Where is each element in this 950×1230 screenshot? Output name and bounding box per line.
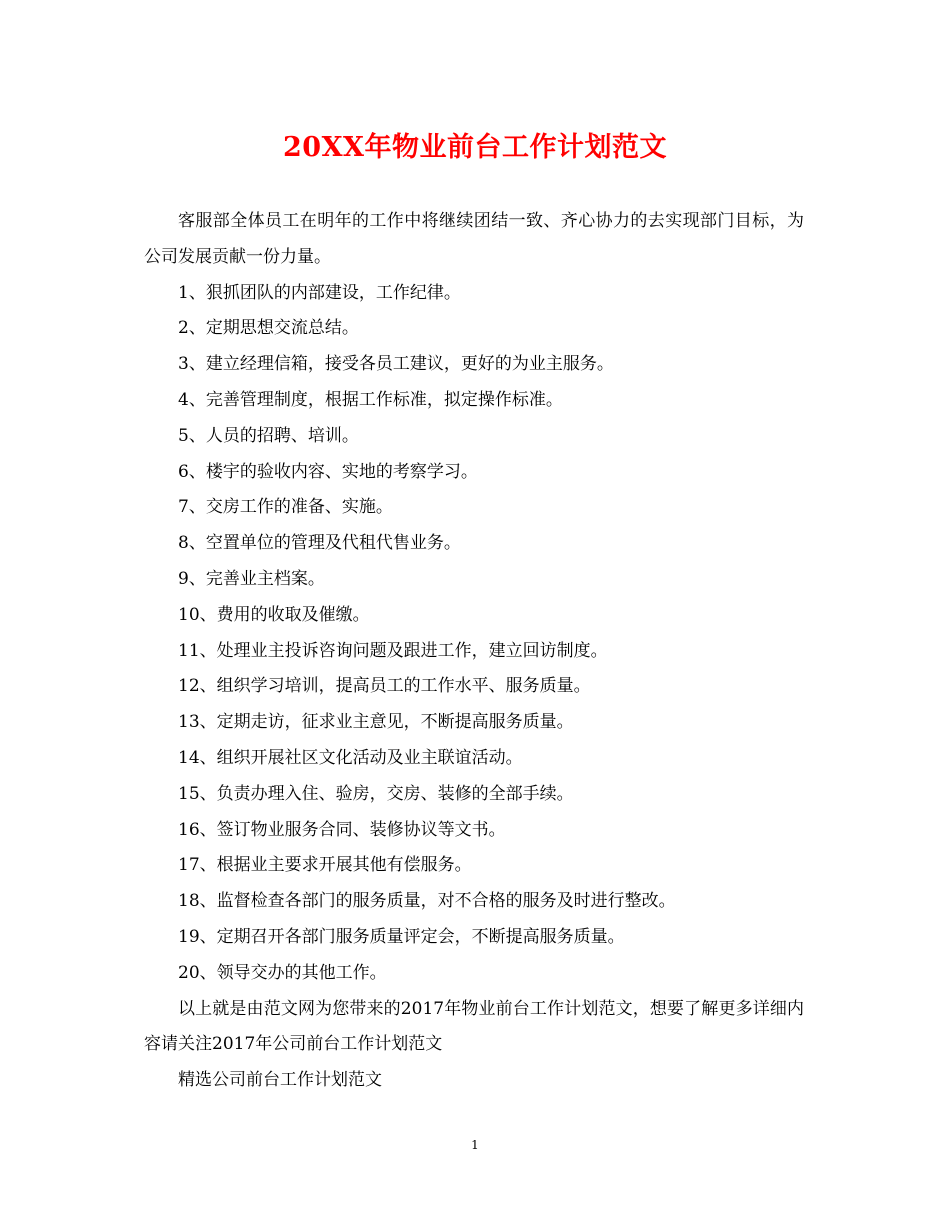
list-item: 18、监督检查各部门的服务质量，对不合格的服务及时进行整改。 [178, 891, 676, 912]
closing-paragraph: 以上就是由范文网为您带来的2017年物业前台工作计划范文，想要了解更多详细内容请关注2017年公司前台工作计划范文 [144, 998, 804, 1055]
list-item: 17、根据业主要求开展其他有偿服务。 [178, 855, 472, 876]
list-item: 1、狠抓团队的内部建设，工作纪律。 [178, 282, 461, 303]
list-item: 8、空置单位的管理及代租代售业务。 [178, 533, 461, 554]
list-item: 7、交房工作的准备、实施。 [178, 497, 393, 518]
list-item: 10、费用的收取及催缴。 [178, 604, 370, 625]
list-item: 12、组织学习培训，提高员工的工作水平、服务质量。 [178, 676, 591, 697]
list-item: 19、定期召开各部门服务质量评定会，不断提高服务质量。 [178, 926, 625, 947]
document-body [144, 204, 804, 1099]
list-item: 9、完善业主档案。 [178, 568, 325, 589]
list-item: 15、负责办理入住、验房，交房、装修的全部手续。 [178, 783, 574, 804]
list-item: 11、处理业主投诉咨询问题及跟进工作，建立回访制度。 [178, 640, 608, 661]
list-item: 4、完善管理制度，根据工作标准，拟定操作标准。 [178, 389, 563, 410]
list-item: 6、楼宇的验收内容、实地的考察学习。 [178, 461, 478, 482]
list-item: 13、定期走访，征求业主意见，不断提高服务质量。 [178, 712, 574, 733]
list-item: 5、人员的招聘、培训。 [178, 425, 359, 446]
list-item: 20、领导交办的其他工作。 [178, 962, 387, 983]
plan-list [144, 276, 804, 992]
list-item: 14、组织开展社区文化活动及业主联谊活动。 [178, 747, 523, 768]
list-item: 3、建立经理信箱，接受各员工建议，更好的为业主服务。 [178, 354, 614, 375]
list-item: 2、定期思想交流总结。 [178, 318, 359, 339]
list-item: 16、签订物业服务合同、装修协议等文书。 [178, 819, 506, 840]
intro-paragraph: 客服部全体员工在明年的工作中将继续团结一致、齐心协力的去实现部门目标，为公司发展贡献一份力量。 [144, 211, 804, 267]
document-title: 20XX年物业前台工作计划范文 [283, 132, 667, 163]
page-number: 1 [471, 1138, 479, 1152]
related-link-text: 精选公司前台工作计划范文 [178, 1070, 382, 1091]
